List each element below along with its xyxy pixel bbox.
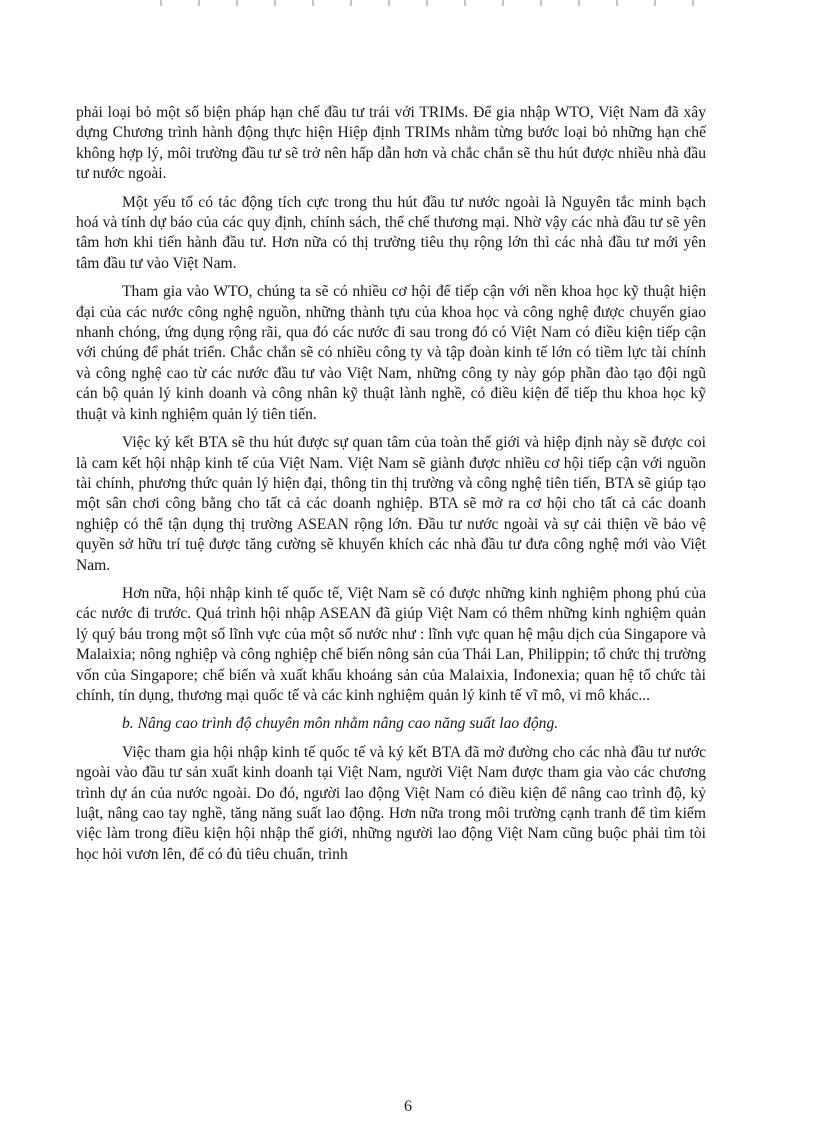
paragraph-2: Một yếu tố có tác động tích cực trong thu hút đầu tư nước ngoài là Nguyên tắc minh bạch hoá và tính dự báo của các quy định, chính sách, thể chế thương mại. Nhờ vậy các nhà đầu tư sẽ yên tâm hơn khi tiến hành đầu tư. Hơn nữa có thị trường tiêu thụ rộng lớn thì các nhà đầu tư mới yên tâm đầu tư vào Việt Nam. bbox=[76, 193, 706, 272]
paragraph-3: Tham gia vào WTO, chúng ta sẽ có nhiều cơ hội để tiếp cận với nền khoa học kỹ thuật hiện đại của các nước công nghệ nguồn, những thành tựu của khoa học và công nghệ được chuyển giao nhanh chóng, ứng dụng rộng rãi, qua đó các nước đi sau trong đó có Việt Nam có điều kiện tiếp cận với chúng để phát triển. Chắc chắn sẽ có nhiều công ty và tập đoàn kinh tế lớn có tiềm lực tài chính và công nghệ cao từ các nước đầu tư vào Việt Nam, những công ty này góp phần đào tạo đội ngũ cán bộ quản lý kinh doanh và công nhân kỹ thuật lành nghề, có điều kiện để tiếp thu khoa học kỹ thuật và kinh nghiệm quản lý tiên tiến. bbox=[76, 283, 706, 423]
paragraph-4: Việc ký kết BTA sẽ thu hút được sự quan tâm của toàn thế giới và hiệp định này sẽ được coi là cam kết hội nhập kinh tế của Việt Nam. Việt Nam sẽ giành được nhiều cơ hội tiếp cận với nguồn tài chính, phương thức quản lý hiện đại, thông tin thị trường và công nghệ tiên tiến, BTA sẽ giúp tạo một sân chơi công bằng cho tất cả các doanh nghiệp. BTA sẽ mở ra cơ hội cho tất cả các doanh nghiệp có thể tận dụng thị trường ASEAN rộng lớn. Đầu tư nước ngoài và sự cải thiện về bảo vệ quyền sở hữu trí tuệ được tăng cường sẽ khuyến khích các nhà đầu tư đưa công nghệ mới vào Việt Nam. bbox=[76, 434, 706, 574]
paragraph-5: Hơn nữa, hội nhập kinh tế quốc tế, Việt Nam sẽ có được những kinh nghiệm phong phú của các nước đi trước. Quá trình hội nhập ASEAN đã giúp Việt Nam có thêm những kinh nghiệm quản lý quý báu trong một số lĩnh vực của một số nước như : lĩnh vực quan hệ mậu dịch của Singapore và Malaixia; nông nghiệp và công nghiệp chế biến nông sản của Thái Lan, Philippin; tổ chức thị trường vốn của Singapore; chế biến và xuất khẩu khoáng sản của Malaixia, Inđonexia; quan hệ tổ chức tài chính, tín dụng, thương mại quốc tế và các kinh nghiệm quản lý kinh tế vĩ mô, vi mô khác... bbox=[76, 584, 706, 704]
paragraph-6: Việc tham gia hội nhập kinh tế quốc tế và ký kết BTA đã mở đường cho các nhà đầu tư nước ngoài vào đầu tư sản xuất kinh doanh tại Việt Nam, người Việt Nam được tham gia vào các chương trình dự án của nước ngoài. Do đó, người lao động Việt Nam có điều kiện để nâng cao trình độ, kỷ luật, nâng cao tay nghề, tăng năng suất lao động. Hơn nữa trong môi trường cạnh tranh để tìm kiếm việc làm trong điều kiện hội nhập thế giới, những người lao động Việt Nam cũng buộc phải tìm tòi học hỏi vươn lên, để có đủ tiêu chuẩn, trình bbox=[76, 743, 706, 863]
paragraph-1: phải loại bỏ một số biện pháp hạn chế đầu tư trái với TRIMs. Để gia nhập WTO, Việt Nam đã xây dựng Chương trình hành động thực hiện Hiệp định TRIMs nhằm từng bước loại bỏ những hạn chế không hợp lý, môi trường đầu tư sẽ trở nên hấp dẫn hơn và chắc chắn sẽ thu hút được nhiều nhà đầu tư nước ngoài. bbox=[76, 104, 706, 183]
section-heading: b. Nâng cao trình độ chuyên môn nhằm nâng cao năng suất lao động. bbox=[122, 715, 559, 733]
document-body bbox=[76, 103, 706, 873]
scan-artifact bbox=[160, 0, 720, 6]
page-number: 6 bbox=[404, 1098, 412, 1115]
